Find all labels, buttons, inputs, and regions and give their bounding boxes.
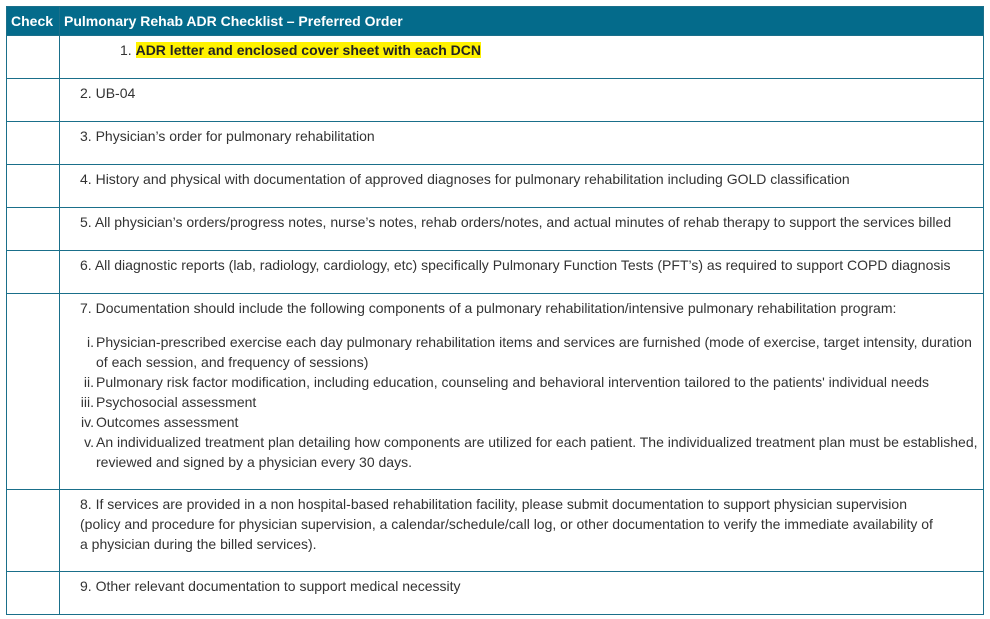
check-cell[interactable] bbox=[7, 79, 60, 122]
item-number: 7. bbox=[80, 300, 92, 316]
item-text: History and physical with documentation of approved diagnoses for pulmonary rehabilitation including GOLD classification bbox=[95, 171, 850, 187]
table-row bbox=[7, 251, 984, 294]
sub-item-text: Physician-prescribed exercise each day pulmonary rehabilitation items and services are furnished (mode of exercise, target intensity, duration of each session, and frequency of sessions) bbox=[96, 334, 972, 370]
item-cell bbox=[60, 294, 984, 490]
check-cell[interactable] bbox=[7, 165, 60, 208]
sub-item-number: iv. bbox=[81, 414, 94, 430]
sub-item-text: Outcomes assessment bbox=[96, 414, 239, 430]
item-cell bbox=[60, 572, 984, 615]
check-cell[interactable] bbox=[7, 122, 60, 165]
header-row bbox=[7, 7, 984, 36]
check-cell[interactable] bbox=[7, 294, 60, 490]
sub-item-text: Psychosocial assessment bbox=[96, 394, 257, 410]
check-cell[interactable] bbox=[7, 490, 60, 572]
item-number: 6. bbox=[80, 257, 92, 273]
table-row bbox=[7, 79, 984, 122]
table-row bbox=[7, 165, 984, 208]
item-cell bbox=[60, 251, 984, 294]
item-cell bbox=[60, 208, 984, 251]
item-text: Documentation should include the following components of a pulmonary rehabilitation/intensive pulmonary rehabilitation program: bbox=[95, 300, 897, 316]
item-number: 2. bbox=[80, 85, 92, 101]
sub-item-number: i. bbox=[87, 334, 94, 350]
sub-item-list bbox=[60, 332, 979, 472]
item-cell bbox=[60, 165, 984, 208]
item-number: 8. bbox=[80, 496, 92, 512]
item-cell bbox=[60, 122, 984, 165]
table-row bbox=[7, 36, 984, 79]
item-text: All diagnostic reports (lab, radiology, cardiology, etc) specifically Pulmonary Function Tests (PFT’s) as required to support COPD diagnosis bbox=[94, 257, 951, 273]
check-cell[interactable] bbox=[7, 36, 60, 79]
check-cell[interactable] bbox=[7, 572, 60, 615]
check-cell[interactable] bbox=[7, 251, 60, 294]
item-number: 3. bbox=[80, 128, 92, 144]
list-item bbox=[60, 432, 979, 472]
list-item bbox=[60, 392, 979, 412]
item-cell bbox=[60, 490, 984, 572]
table-row bbox=[7, 572, 984, 615]
item-text: All physician’s orders/progress notes, nurse’s notes, rehab orders/notes, and actual minutes of rehab therapy to support the services billed bbox=[94, 214, 952, 230]
item-text-highlighted: ADR letter and enclosed cover sheet with each DCN bbox=[135, 42, 482, 58]
table-row bbox=[7, 294, 984, 490]
item-number: 9. bbox=[80, 578, 92, 594]
item-text: Other relevant documentation to support medical necessity bbox=[95, 578, 461, 594]
item-number: 5. bbox=[80, 214, 92, 230]
checklist-title-header: Pulmonary Rehab ADR Checklist – Preferred Order bbox=[60, 7, 984, 36]
sub-item-number: iii. bbox=[80, 394, 94, 410]
table-row bbox=[7, 490, 984, 572]
sub-item-text: An individualized treatment plan detailing how components are utilized for each patient. The individualized treatment plan must be established, reviewed and signed by a physician every 30 days. bbox=[96, 434, 978, 470]
table-row bbox=[7, 122, 984, 165]
item-text: If services are provided in a non hospital-based rehabilitation facility, please submit documentation to support physician supervision (policy and procedure for physician supervision, a calendar/schedule/call log, or other documentation to verify the immediate availability of a physician during the billed services). bbox=[80, 496, 933, 552]
item-cell bbox=[60, 36, 984, 79]
sub-item-text: Pulmonary risk factor modification, including education, counseling and behavioral intervention tailored to the patients' individual needs bbox=[96, 374, 930, 390]
item-text: UB-04 bbox=[95, 85, 136, 101]
list-item bbox=[60, 332, 979, 372]
table-row bbox=[7, 208, 984, 251]
item-cell bbox=[60, 79, 984, 122]
checklist-table bbox=[6, 6, 984, 615]
item-number: 4. bbox=[80, 171, 92, 187]
item-number: 1. bbox=[120, 42, 132, 58]
item-text: Physician’s order for pulmonary rehabilitation bbox=[95, 128, 375, 144]
list-item bbox=[60, 372, 979, 392]
check-column-header: Check bbox=[7, 7, 60, 36]
list-item bbox=[60, 412, 979, 432]
sub-item-number: ii. bbox=[83, 374, 94, 390]
sub-item-number: v. bbox=[84, 434, 94, 450]
check-cell[interactable] bbox=[7, 208, 60, 251]
